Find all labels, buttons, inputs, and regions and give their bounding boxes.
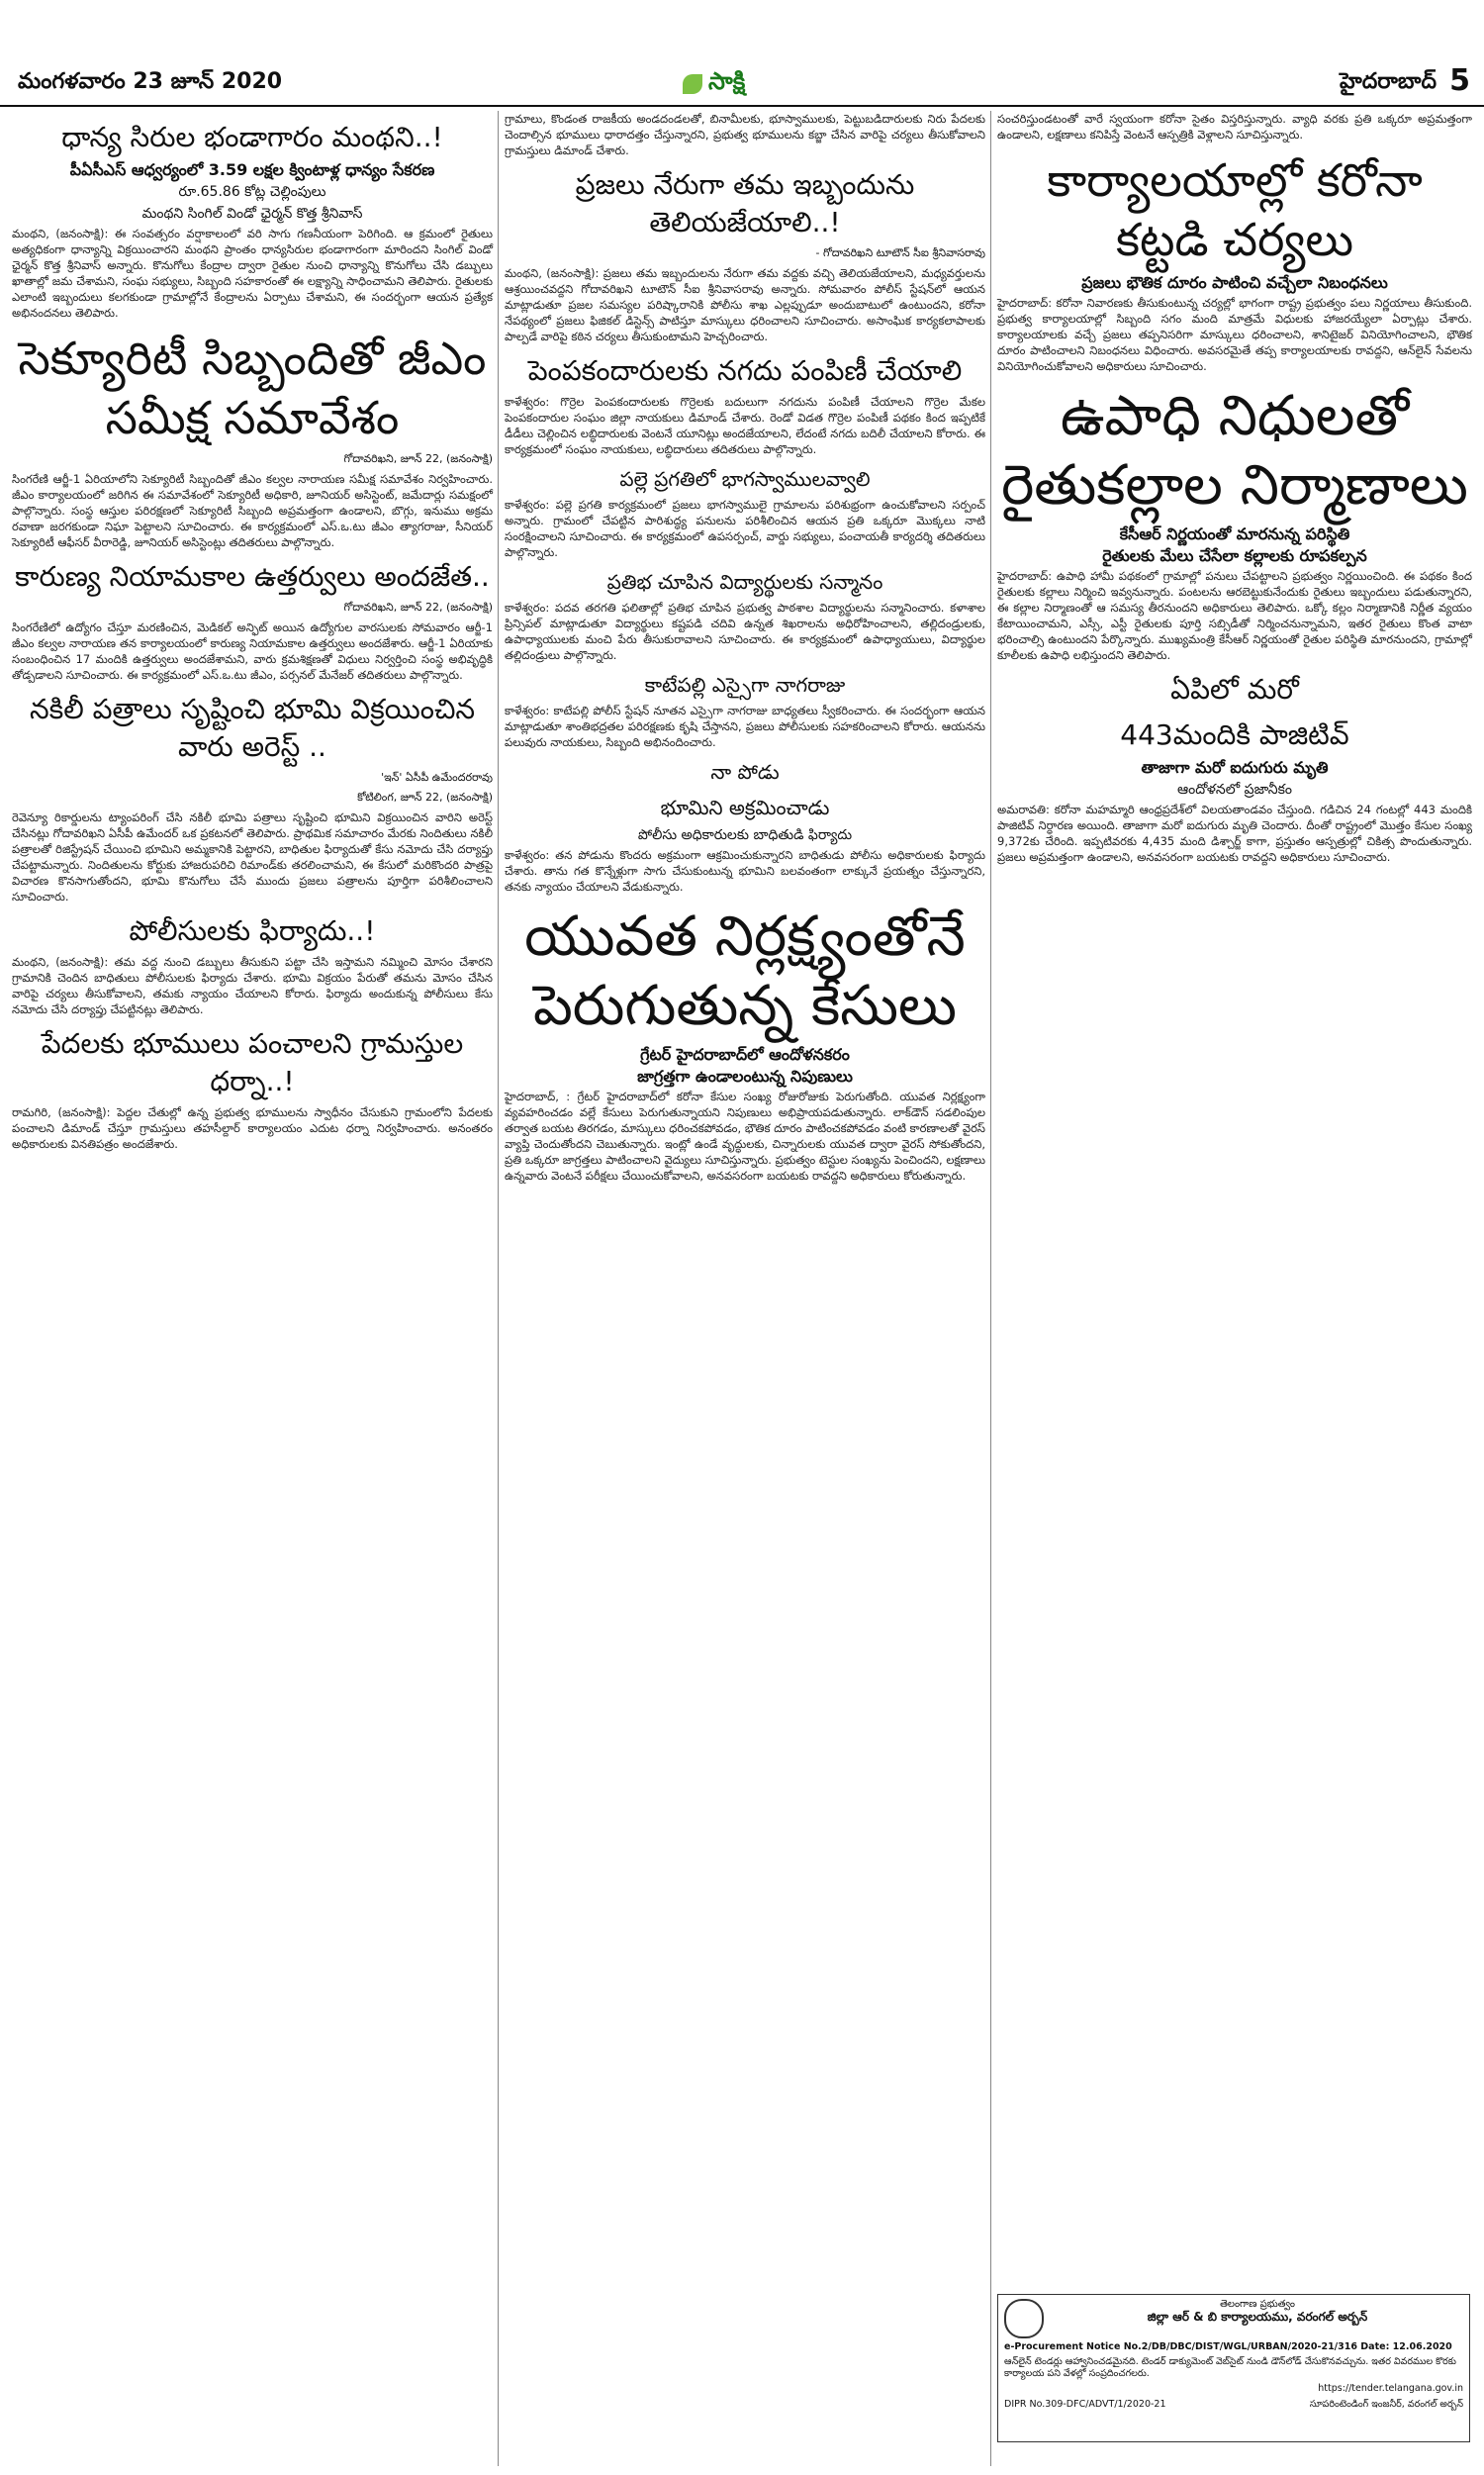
paper-logo bbox=[683, 67, 745, 101]
article-subheadline: ఆందోళనలో ప్రజానీకం bbox=[1176, 782, 1293, 798]
article-body: కాళేశ్వరం: పదవ తరగతి ఫలితాల్లో ప్రతిభ చూపిన ప్రభుత్వ పాఠశాల విద్యార్థులను సన్మానించారు. కళాశాల ప్రిన్సిపల్ మాట్లాడుతూ విద్యార్థులు కష్టపడి చదివి ఉన్నత శిఖరాలను అధిరోహించాలని, తల్లిదండ్రులకు, ఉపాధ్యాయులకు మంచి పేరు తీసుకురావాలని సూచించారు. ఈ కార్యక్రమంలో ఉపాధ్యాయులు, విద్యార్థుల తల్లిదండ్రులు పాల్గొన్నారు. bbox=[505, 601, 985, 662]
issue-date: మంగళవారం 23 జూన్ 2020 bbox=[18, 69, 283, 94]
article-body: సింగరేణిలో ఉద్యోగం చేస్తూ మరణించిన, మెడికల్ అన్ఫిట్ అయిన ఉద్యోగుల వారసులకు సోమవారం ఆర్జీ-1 జీఎం కల్వల నారాయణ తన కార్యాలయంలో కారుణ్య నియామకాల ఉత్తర్వులు అందజేశారు. ఆర్జీ-1 ఏరియాకు సంబంధించిన 17 మందికి ఉత్తర్వులు అందజేశామని, వారు క్రమశిక్షణతో విధులు నిర్వర్తించి సంస్థ అభివృద్ధికి తోడ్పడాలని సూచించారు. ఈ కార్యక్రమంలో ఎస్.ఒ.టు జీఎం, పర్సనల్ మేనేజర్ తదితరులు పాల్గొన్నారు. bbox=[12, 620, 493, 682]
column-2 bbox=[505, 111, 985, 1190]
column-1 bbox=[12, 111, 493, 1158]
article-byline: గోదావరిఖని, జూన్ 22, (జనంసాక్షి) bbox=[343, 452, 493, 465]
article-dateline: కోటిలింగ, జూన్ 22, (జనంసాక్షి) bbox=[357, 791, 493, 804]
logo-text: సాక్షి bbox=[708, 67, 746, 95]
column-divider bbox=[498, 111, 499, 2466]
article-body: హైదరాబాద్: కరోనా నివారణకు తీసుకుంటున్న చర్యల్లో భాగంగా రాష్ట్ర ప్రభుత్వం పలు నిర్ణయాలు తీసుకుంది. ప్రభుత్వ కార్యాలయాల్లో సిబ్బంది సగం మంది మాత్రమే విధులకు హాజరయ్యేలా ఏర్పాట్లు చేశారు. కార్యాలయాలకు వచ్చే ప్రజలు తప్పనిసరిగా మాస్కులు ధరించాలని, శానిటైజర్ వినియోగించాలని, భౌతిక దూరం పాటించాలని నిబంధనలు విధించారు. అవసరమైతే తప్ప కార్యాలయాలకు రావద్దని, ఆన్‌లైన్ సేవలను వినియోగించుకోవాలని అధికారులు సూచించారు. bbox=[997, 296, 1472, 373]
government-seal-icon bbox=[1004, 2299, 1044, 2338]
logo-leaf-icon bbox=[683, 74, 702, 94]
tender-advertisement bbox=[997, 2294, 1470, 2442]
column-3 bbox=[997, 111, 1472, 871]
article-byline: గోదావరిఖని, జూన్ 22, (జనంసాక్షి) bbox=[343, 601, 493, 614]
article-subheadline: మంథని సింగిల్ విండో ఛైర్మన్ కొత్త శ్రీనివాస్ bbox=[141, 206, 363, 222]
article-headline: నా పోడు bbox=[710, 760, 780, 784]
article-subheadline: పీఏసీఎస్ ఆధ్వర్యంలో 3.59 లక్షల క్వింటాళ్ల ధాన్యం సేకరణ bbox=[69, 160, 435, 179]
article-headline: కారుణ్య నియామకాల ఉత్తర్వులు అందజేత.. bbox=[15, 560, 490, 593]
article-headline: భూమిని అక్రమించాడు bbox=[660, 796, 830, 819]
article-subheadline: గ్రేటర్ హైదరాబాద్‌లో ఆందోళనకరం bbox=[640, 1045, 850, 1064]
article-body: హైదరాబాద్: ఉపాధి హామీ పథకంలో గ్రామాల్లో పనులు చేపట్టాలని ప్రభుత్వం నిర్ణయించింది. ఈ పథకం కింద రైతులకు కల్లాలు నిర్మించి ఇవ్వనున్నారు. పంటలను ఆరబెట్టుకునేందుకు రైతులు ఇబ్బందులు పడుతున్నారని, ఈ కల్లాల నిర్మాణంతో ఆ సమస్య తీరనుందని అధికారులు తెలిపారు. ఒక్కో కల్లం నిర్మాణానికి నిర్ణీత వ్యయం కేటాయించామని, ఎస్సీ, ఎస్టీ రైతులకు పూర్తి సబ్సిడీతో నిర్మించనున్నామని, ఇతర రైతులు కొంత వాటా భరించాల్సి ఉంటుందని పేర్కొన్నారు. ముఖ్యమంత్రి కేసీఆర్ నిర్ణయంతో రైతుల పరిస్థితి మారనుందని, గ్రామాల్లో కూలీలకు ఉపాధి లభిస్తుందని తెలిపారు. bbox=[997, 569, 1472, 662]
article-headline: నకిలీ పత్రాలు సృష్టించి భూమి విక్రయించిన వారు అరెస్ట్ .. bbox=[29, 693, 476, 763]
article-subheadline: పోలీసు అధికారులకు బాధితుడి ఫిర్యాదు bbox=[637, 827, 853, 843]
lead-headline: ఉపాధి నిధులతో రైతుకల్లాల నిర్మాణాలు bbox=[1001, 384, 1468, 518]
article-headline: ప్రతిభ చూపిన విద్యార్థులకు సన్మానం bbox=[606, 570, 883, 594]
article-headline: ధాన్య సిరుల భండాగారం మంథని..! bbox=[61, 121, 443, 153]
article-headline: సెక్యూరిటీ సిబ్బందితో జీఎం సమీక్ష సమావేశం bbox=[18, 332, 487, 444]
article-body: కాళేశ్వరం: కాటేపల్లి పోలీస్ స్టేషన్ నూతన ఎస్సైగా నాగరాజు బాధ్యతలు స్వీకరించారు. ఈ సందర్భంగా ఆయన మాట్లాడుతూ శాంతిభద్రతల పరిరక్షణకు కృషి చేస్తానని, ప్రజలు పోలీసులకు సహకరించాలని కోరారు. ఆయనను పలువురు నాయకులు, సిబ్బంది అభినందించారు. bbox=[505, 704, 985, 749]
tender-header bbox=[1004, 2299, 1463, 2338]
article-body: మంథని, (జనంసాక్షి): ఈ సంవత్సరం వర్షాకాలంలో వరి సాగు గణనీయంగా పెరిగింది. ఆ క్రమంలో రైతులు అత్యధికంగా ధాన్యాన్ని విక్రయించారని మంథని ప్రాంతం ధాన్యసిరుల భండాగారంగా మారిందని సింగిల్ విండో ఛైర్మన్ కొత్త శ్రీనివాస్ అన్నారు. కొనుగోలు కేంద్రాల ద్వారా రైతుల నుంచి ధాన్యాన్ని కొనుగోలు చేసి డబ్బులు ఖాతాల్లో జమ చేశామని, సంఘ సభ్యులు, సిబ్బంది సహకారంతో ఈ లక్ష్యాన్ని సాధించామని తెలిపారు. రైతులకు ఎలాంటి ఇబ్బందులు కలగకుండా గ్రామాల్లోనే కేంద్రాలను ఏర్పాటు చేశామని, ఈ సందర్భంగా ఆయన ప్రత్యేక అభినందనలు తెలిపారు. bbox=[12, 227, 493, 320]
article-byline: 'ఇన్' ఏసీపీ ఉమేందరరావు bbox=[381, 771, 493, 784]
tender-notice-number: e-Procurement Notice No.2/DB/DBC/DIST/WGL/URBAN/2020-21/316 Date: 12.06.2020 bbox=[1004, 2341, 1452, 2352]
article-subheadline: కేసీఆర్ నిర్ణయంతో మారనున్న పరిస్థితి bbox=[1119, 524, 1350, 543]
article-body: గ్రామాలు, కొండంత రాజకీయ అండదండలతో, బినామీలకు, భూస్వాములకు, పెట్టుబడిదారులకు నిరు పేదలకు చెందాల్సిన భూములు ధారాదత్తం చేస్తున్నారని, ప్రభుత్వ భూములను కబ్జా చేసిన వారిపై చర్యలు తీసుకోవాలని గ్రామస్తులు డిమాండ్ చేశారు. bbox=[505, 112, 985, 157]
tender-government: తెలంగాణ ప్రభుత్వం bbox=[1220, 2299, 1295, 2310]
tender-website-link[interactable]: https://tender.telangana.gov.in bbox=[1318, 2383, 1463, 2394]
masthead bbox=[0, 61, 1484, 107]
article-subheadline: ప్రజలు భౌతిక దూరం పాటించి వచ్చేలా నిబంధనలు bbox=[1081, 273, 1388, 292]
article-body: రెవెన్యూ రికార్డులను ట్యాంపరింగ్ చేసి నకిలీ భూమి పత్రాలు సృష్టించి భూమిని విక్రయించిన వారిని అరెస్ట్ చేసినట్లు గోదావరిఖని ఏసీపీ ఉమేందర్ ఒక ప్రకటనలో తెలిపారు. ప్రాథమిక సమాచారం మేరకు నిందితులు నకిలీ పత్రాలతో రిజిస్ట్రేషన్ చేయించి భూమిని అమ్మకానికి పెట్టారని, బాధితుల ఫిర్యాదుతో కేసు నమోదు చేసి దర్యాప్తు చేపట్టామన్నారు. నిందితులను కోర్టుకు హాజరుపరిచి రిమాండ్‌కు తరలించామని, ఈ కేసులో మరికొందరి పాత్రపై విచారణ కొనసాగుతోందని, భూమి కొనుగోలు చేసే ముందు ప్రజలు పత్రాలను పూర్తిగా పరిశీలించాలని సూచించారు. bbox=[12, 810, 493, 904]
article-headline: పల్లె ప్రగతిలో భాగస్వాములవ్వాలి bbox=[619, 467, 871, 491]
article-headline: పెంపకందారులకు నగదు పంపిణీ చేయాలి bbox=[527, 354, 963, 387]
article-body: కాళేశ్వరం: గొర్రెల పెంపకందారులకు గొర్రెలకు బదులుగా నగదును పంపిణీ చేయాలని గొర్రెల మేకల పెంపకందారుల సంఘం జిల్లా నాయకులు డిమాండ్ చేశారు. రెండో విడత గొర్రెల పంపిణీ పథకం కింద ఇప్పటికే డీడీలు చెల్లించిన లబ్ధిదారులకు వెంటనే యూనిట్లు అందజేయాలని, లేదంటే నగదు బదిలీ చేయాలని కోరారు. ఈ కార్యక్రమంలో సంఘం నాయకులు, లబ్ధిదారులు తదితరులు పాల్గొన్నారు. bbox=[505, 395, 985, 456]
page-number: 5 bbox=[1449, 63, 1470, 98]
lead-headline: యువత నిర్లక్ష్యంతోనే పెరుగుతున్న కేసులు bbox=[524, 904, 966, 1038]
column-divider bbox=[990, 111, 991, 2466]
article-headline: పేదలకు భూములు పంచాలని గ్రామస్తుల ధర్నా..! bbox=[41, 1027, 464, 1097]
tender-details: ఆన్‌లైన్ టెండర్లు ఆహ్వానించడమైనది. టెండర్ డాక్యుమెంట్ వెబ్‌సైట్ నుండి డౌన్‌లోడ్ చేసుకొనవచ్చును. ఇతర వివరముల కొరకు కార్యాలయ పని వేళల్లో సంప్రదించగలరు. bbox=[1004, 2356, 1456, 2379]
article-subheadline: రైతులకు మేలు చేసేలా కల్లాలకు రూపకల్పన bbox=[1102, 546, 1367, 565]
article-subheadline: తాజాగా మరో ఐదుగురు మృతి bbox=[1141, 758, 1329, 777]
article-body: మంథని, (జనంసాక్షి): తమ వద్ద నుంచి డబ్బులు తీసుకుని పట్టా చేసి ఇస్తామని నమ్మించి మోసం చేశారని గ్రామానికి చెందిన బాధితులు పోలీసులకు ఫిర్యాదు చేశారు. భూమి విక్రయం పేరుతో తమను మోసం చేసిన వారిపై చర్యలు తీసుకోవాలని, తమకు న్యాయం చేయాలని కోరారు. ఫిర్యాదు అందుకున్న పోలీసులు కేసు నమోదు చేసి దర్యాప్తు చేపట్టినట్లు తెలిపారు. bbox=[12, 955, 493, 1016]
article-body: సంచరిస్తుండటంతో వారే స్వయంగా కరోనా సైతం విస్తరిస్తున్నారు. వ్యాధి వరకు ప్రతి ఒక్కరూ అప్రమత్తంగా ఉండాలని, లక్షణాలు కనిపిస్తే వెంటనే ఆస్పత్రికి వెళ్లాలని సూచిస్తున్నారు. bbox=[997, 112, 1472, 142]
article-body: రామగిరి, (జనంసాక్షి): పెద్దల చేతుల్లో ఉన్న ప్రభుత్వ భూములను స్వాధీనం చేసుకుని గ్రామంలోని పేదలకు పంచాలని డిమాండ్ చేస్తూ గ్రామస్తులు తహసీల్దార్ కార్యాలయం ఎదుట ధర్నా నిర్వహించారు. అనంతరం అధికారులకు వినతిపత్రం అందజేశారు. bbox=[12, 1105, 493, 1151]
article-headline: పోలీసులకు ఫిర్యాదు..! bbox=[129, 914, 376, 947]
article-headline: కాటేపల్లి ఎస్సైగా నాగరాజు bbox=[644, 673, 846, 697]
article-byline: - గోదావరిఖని టూటౌన్ సీఐ శ్రీనివాసరావు bbox=[815, 246, 985, 259]
article-headline: కార్యాలయాల్లో కరోనా కట్టడి చర్యలు bbox=[1047, 153, 1423, 266]
tender-signoff: సూపరింటెండింగ్ ఇంజనీర్, వరంగల్ అర్బన్ bbox=[1309, 2399, 1463, 2410]
tender-ro-number: DIPR No.309-DFC/ADVT/1/2020-21 bbox=[1004, 2399, 1166, 2410]
article-body: మంథని, (జనంసాక్షి): ప్రజలు తమ ఇబ్బందులను నేరుగా తమ వద్దకు వచ్చి తెలియజేయాలని, మధ్యవర్తులను ఆశ్రయించవద్దని గోదావరిఖని టూటౌన్ సీఐ శ్రీనివాసరావు అన్నారు. సోమవారం పోలీస్ స్టేషన్‌లో ఆయన మాట్లాడుతూ ప్రజల సమస్యల పరిష్కారానికి పోలీసు శాఖ ఎల్లప్పుడూ అందుబాటులో ఉంటుందని, కరోనా నేపథ్యంలో ప్రజలు ఫిజికల్ డిస్టెన్స్ పాటిస్తూ మాస్కులు ధరించాలని సూచించారు. అసాంఘిక కార్యకలాపాలకు పాల్పడే వారిపై కఠిన చర్యలు తీసుకుంటామని హెచ్చరించారు. bbox=[505, 266, 985, 343]
article-headline: 443మందికి పాజిటివ్ bbox=[1120, 718, 1349, 751]
article-headline: ప్రజలు నేరుగా తమ ఇబ్బందును తెలియజేయాలి..! bbox=[575, 168, 915, 238]
article-body: కాళేశ్వరం: పల్లె ప్రగతి కార్యక్రమంలో ప్రజలు భాగస్వాములై గ్రామాలను పరిశుభ్రంగా ఉంచుకోవాలని సర్పంచ్ అన్నారు. గ్రామంలో చేపట్టిన పారిశుద్ధ్య పనులను పరిశీలించిన ఆయన ప్రతి ఒక్కరూ మొక్కలు నాటి సంరక్షించాలని సూచించారు. ఈ కార్యక్రమంలో ఉపసర్పంచ్, వార్డు సభ్యులు, పంచాయతీ కార్యదర్శి తదితరులు పాల్గొన్నారు. bbox=[505, 498, 985, 559]
article-subheadline: రూ.65.86 కోట్ల చెల్లింపులు bbox=[178, 184, 326, 200]
article-body: సింగరేణి ఆర్జీ-1 ఏరియాలోని సెక్యూరిటీ సిబ్బందితో జీఎం కల్వల నారాయణ సమీక్ష సమావేశం నిర్వహించారు. జీఎం కార్యాలయంలో జరిగిన ఈ సమావేశంలో సెక్యూరిటీ అధికారి, జూనియర్ అసిస్టెంట్, జమేదార్లు సమక్షంలో పాల్గొన్నారు. సంస్థ ఆస్తుల పరిరక్షణలో సెక్యూరిటీ సిబ్బంది అప్రమత్తంగా ఉండాలని, బొగ్గు, ఇనుము అక్రమ రవాణా జరగకుండా నిఘా పెట్టాలని సూచించారు. ఈ కార్యక్రమంలో ఎస్.ఒ.టు జీఎం త్యాగరాజు, సీనియర్ సెక్యూరిటీ ఆఫీసర్ వీరారెడ్డి, జూనియర్ అసిస్టెంట్లు తదితరులు పాల్గొన్నారు. bbox=[12, 472, 493, 549]
article-body: కాళేశ్వరం: తన పోడును కొందరు అక్రమంగా ఆక్రమించుకున్నారని బాధితుడు పోలీసు అధికారులకు ఫిర్యాదు చేశారు. తాను గత కొన్నేళ్లుగా సాగు చేసుకుంటున్న భూమిని బలవంతంగా లాక్కునే ప్రయత్నం చేస్తున్నారని, తనకు న్యాయం చేయాలని వేడుకున్నారు. bbox=[505, 848, 985, 894]
article-headline: ఏపిలో మరో bbox=[1170, 673, 1299, 706]
article-subheadline: జాగ్రత్తగా ఉండాలంటున్న నిపుణులు bbox=[637, 1067, 853, 1086]
article-body: హైదరాబాద్, : గ్రేటర్ హైదరాబాద్‌లో కరోనా కేసుల సంఖ్య రోజురోజుకు పెరుగుతోంది. యువత నిర్లక్ష్యంగా వ్యవహరించడం వల్లే కేసులు పెరుగుతున్నాయని నిపుణులు అభిప్రాయపడుతున్నారు. లాక్‌డౌన్ సడలింపుల తర్వాత బయట తిరగడం, మాస్కులు ధరించకపోవడం, భౌతిక దూరం పాటించకపోవడం వంటి కారణాలతో వైరస్ వ్యాప్తి చెందుతోందని చెబుతున్నారు. ఇంట్లో ఉండే వృద్ధులకు, చిన్నారులకు యువత ద్వారా వైరస్ సోకుతోందని, ప్రతి ఒక్కరూ జాగ్రత్తలు పాటించాలని వైద్యులు సూచిస్తున్నారు. ప్రభుత్వం టెస్టుల సంఖ్యను పెంచిందని, లక్షణాలు ఉన్నవారు వెంటనే పరీక్షలు చేయించుకోవాలని, అనవసరంగా బయటకు రావద్దని అధికారులు కోరుతున్నారు. bbox=[505, 1090, 985, 1183]
article-body: అమరావతి: కరోనా మహమ్మారి ఆంధ్రప్రదేశ్‌లో విలయతాండవం చేస్తుంది. గడిచిన 24 గంటల్లో 443 మందికి పాజిటివ్ నిర్ధారణ అయింది. తాజాగా మరో ఐదుగురు మృతి చెందారు. దీంతో రాష్ట్రంలో మొత్తం కేసుల సంఖ్య 9,372కు చేరింది. ఇప్పటివరకు 4,435 మంది డిశ్చార్జ్ కాగా, ప్రస్తుతం ఆస్పత్రుల్లో చికిత్స పొందుతున్నారు. ప్రజలు అప్రమత్తంగా ఉండాలని, అనవసరంగా బయటకు రావద్దని అధికారులు సూచించారు. bbox=[997, 803, 1472, 864]
tender-department: జిల్లా ఆర్ & బి కార్యాలయము, వరంగల్ అర్బన్ bbox=[1147, 2310, 1368, 2324]
edition-city: హైదరాబాద్ bbox=[1340, 69, 1437, 94]
